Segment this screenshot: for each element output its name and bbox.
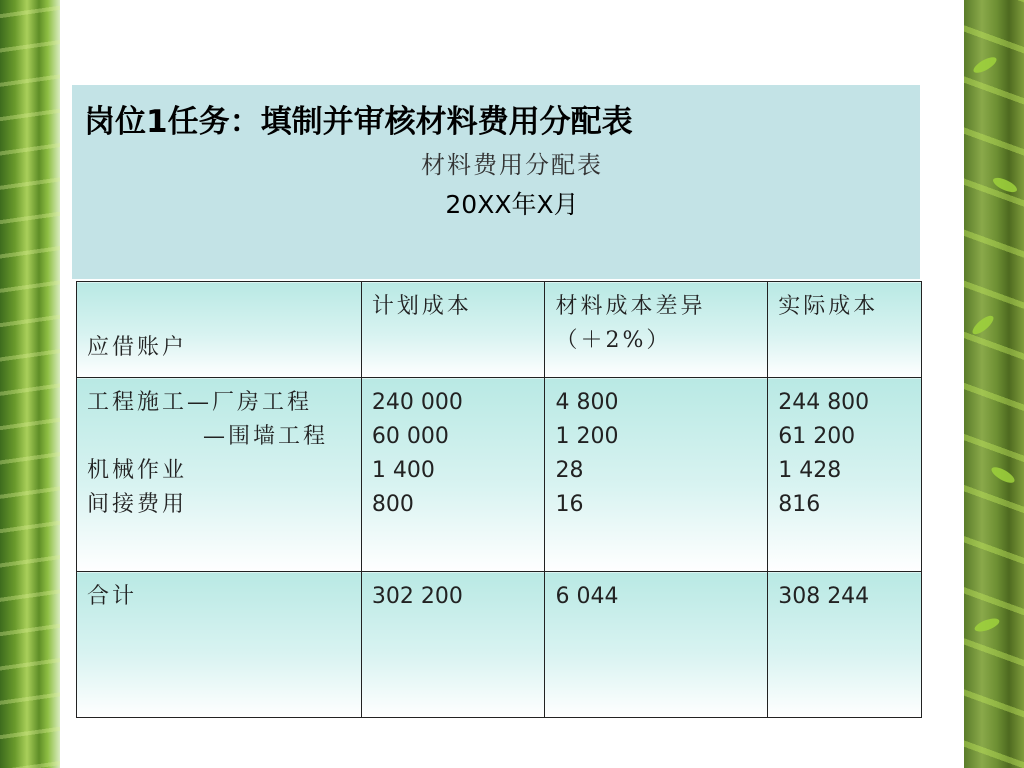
table-total-row — [77, 572, 922, 718]
material-cost-allocation-table — [76, 281, 922, 718]
account-item: 机械作业 — [87, 458, 188, 483]
slide-title: 岗位1任务：填制并审核材料费用分配表 — [84, 104, 633, 140]
leaf-icon — [971, 54, 999, 76]
variance-value: 1 200 — [555, 424, 619, 449]
actual-value: 1 428 — [778, 458, 842, 483]
total-variance: 6 044 — [545, 572, 768, 718]
table-date: 20XX年X月 — [445, 190, 579, 219]
account-item: 间接费用 — [87, 492, 188, 517]
actual-cost-cell — [768, 378, 922, 572]
header-variance-line1: 材料成本差异 — [555, 294, 706, 319]
variance-cell — [545, 378, 768, 572]
table-header-row — [77, 282, 922, 378]
header-account: 应借账户 — [77, 282, 362, 378]
total-planned: 302 200 — [361, 572, 545, 718]
total-label: 合计 — [77, 572, 362, 718]
variance-value: 16 — [555, 492, 584, 517]
total-actual: 308 244 — [768, 572, 922, 718]
account-cell — [77, 378, 362, 572]
header-cost-variance — [545, 282, 768, 378]
planned-cost-cell — [361, 378, 545, 572]
bamboo-left-decoration — [0, 0, 60, 768]
account-item: 工程施工—厂房工程 — [87, 390, 313, 415]
leaf-icon — [989, 464, 1017, 486]
actual-value: 816 — [778, 492, 821, 517]
header-actual-cost: 实际成本 — [768, 282, 922, 378]
actual-value: 61 200 — [778, 424, 856, 449]
actual-value: 244 800 — [778, 390, 870, 415]
header-planned-cost: 计划成本 — [361, 282, 545, 378]
header-variance-line2: （＋2%） — [555, 328, 672, 353]
account-item: —围墙工程 — [203, 424, 329, 449]
planned-value: 60 000 — [371, 424, 449, 449]
variance-value: 4 800 — [555, 390, 619, 415]
planned-value: 1 400 — [371, 458, 435, 483]
variance-value: 28 — [555, 458, 584, 483]
planned-value: 240 000 — [371, 390, 463, 415]
table-title: 材料费用分配表 — [421, 151, 603, 179]
planned-value: 800 — [371, 492, 414, 517]
bamboo-right-decoration — [964, 0, 1024, 768]
table-row — [77, 378, 922, 572]
leaf-icon — [973, 616, 1001, 634]
leaf-icon — [970, 313, 996, 337]
